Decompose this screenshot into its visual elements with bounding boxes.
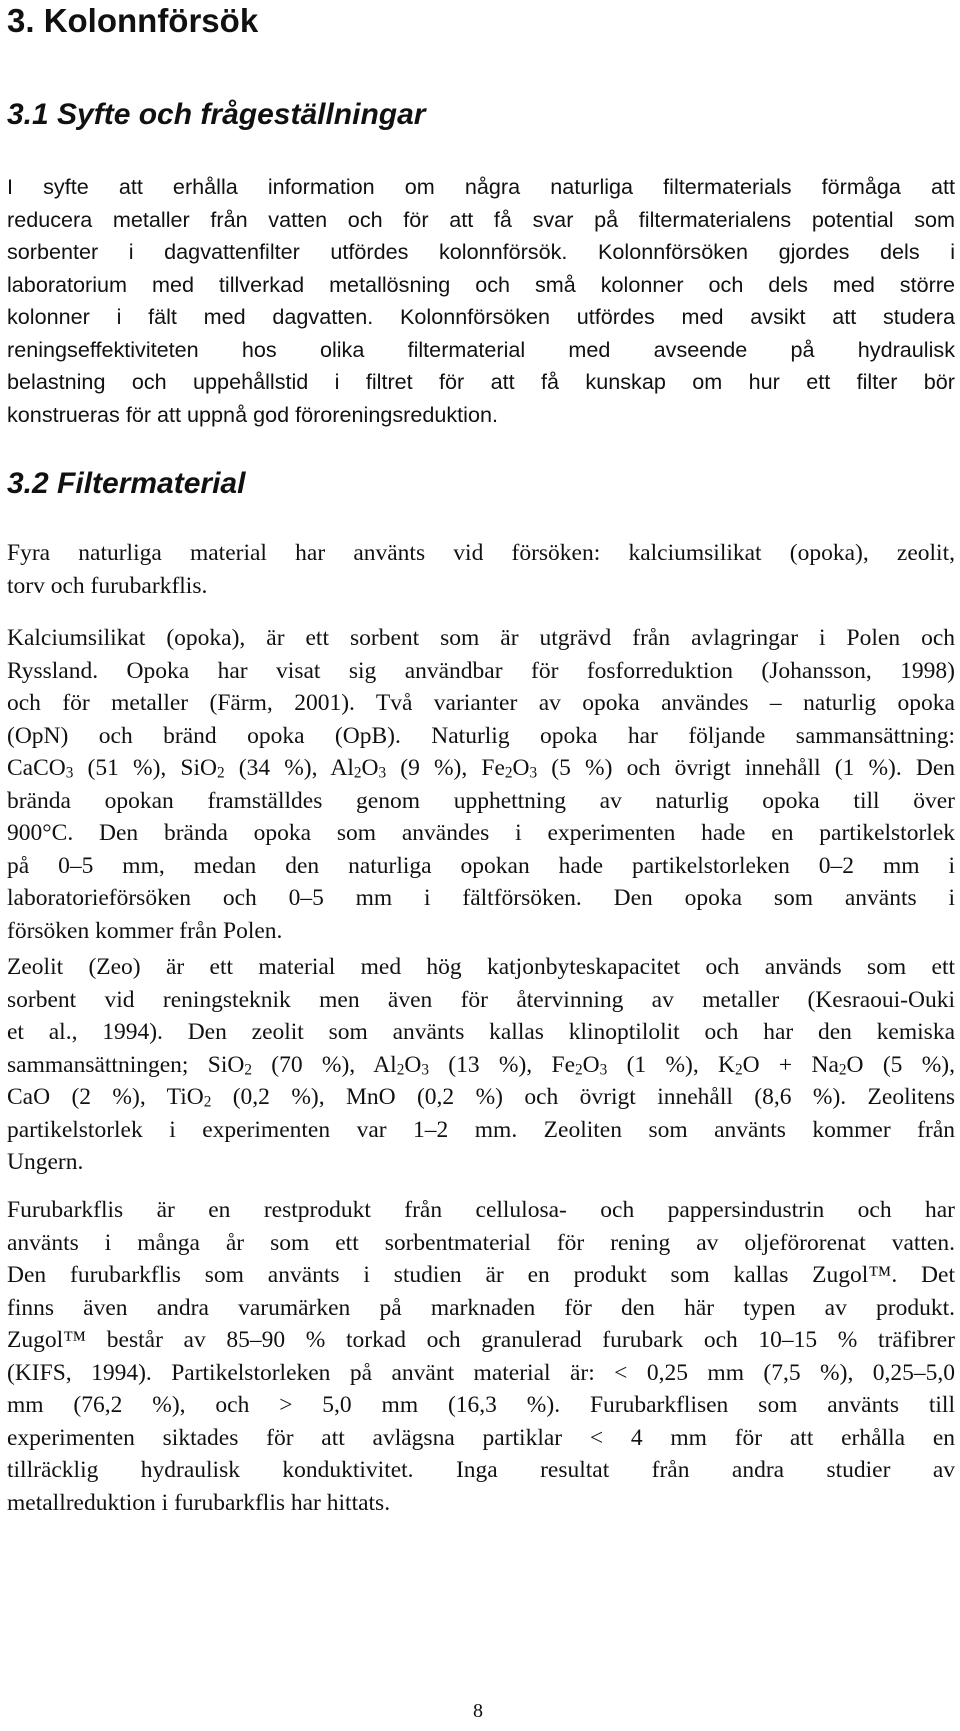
- text-line: belastning och uppehållstid i filtret för att få kunskap om hur ett filter bör: [7, 369, 955, 394]
- text-line: konstrueras för att uppnå god föroreningsreduktion.: [7, 401, 498, 427]
- text-line: och för metaller (Färm, 2001). Två varianter av opoka användes – naturlig opoka: [7, 690, 955, 716]
- text-line: laboratorium med tillverkad metallösning och små kolonner och dels med större: [7, 271, 955, 297]
- text-line: I syfte att erhålla information om några naturliga filtermaterials förmåga att: [7, 174, 955, 199]
- text-line: (OpN) och bränd opoka (OpB). Naturlig opoka har följande sammansättning:: [7, 722, 955, 749]
- text-line: Ryssland. Opoka har visat sig användbar för fosforreduktion (Johansson, 1998): [7, 657, 955, 684]
- paragraph-purpose: [7, 171, 955, 431]
- text-line: Zeolit (Zeo) är ett material med hög katjonbyteskapacitet och används som ett: [7, 954, 955, 980]
- page-number: 8: [473, 1700, 483, 1722]
- text-line: experimenten siktades för att avlägsna partiklar < 4 mm för att erhålla en: [7, 1424, 955, 1451]
- text-line: Zugol™ består av 85–90 % torkad och granulerad furubark och 10–15 % träfibrer: [7, 1327, 955, 1353]
- chapter-heading: 3. Kolonnförsök: [7, 2, 259, 39]
- text-line: partikelstorlek i experimenten var 1–2 mm. Zeoliten som använts kommer från: [7, 1116, 955, 1143]
- text-line: reducera metaller från vatten och för att få svar på filtermaterialens potential som: [7, 206, 955, 232]
- text-line: försöken kommer från Polen.: [7, 917, 283, 944]
- paragraph-opoka: [7, 622, 955, 947]
- text-line: mm (76,2 %), och > 5,0 mm (16,3 %). Furubarkflisen som använts till: [7, 1392, 955, 1418]
- text-line: sorbent vid reningsteknik men även för återvinning av metaller (Kesraoui-Ouki: [7, 986, 955, 1013]
- text-line: Den furubarkflis som använts i studien är en produkt som kallas Zugol™. Det: [7, 1262, 955, 1288]
- text-line: sorbenter i dagvattenfilter utfördes kolonnförsök. Kolonnförsöken gjordes dels i: [7, 239, 955, 264]
- text-line: finns även andra varumärken på marknaden för den här typen av produkt.: [7, 1294, 955, 1321]
- text-line: Fyra naturliga material har använts vid försöken: kalciumsilikat (opoka), zeolit,: [7, 540, 955, 566]
- section-heading-3-2: 3.2 Filtermaterial: [7, 467, 246, 500]
- text-line: brända opokan framställdes genom upphettning av naturlig opoka till över: [7, 787, 955, 814]
- text-line: kolonner i fält med dagvatten. Kolonnförsöken utfördes med avsikt att studera: [7, 304, 955, 329]
- text-line: på 0–5 mm, medan den naturliga opokan hade partikelstorleken 0–2 mm i: [7, 852, 955, 879]
- text-line: (KIFS, 1994). Partikelstorleken på använt material är: < 0,25 mm (7,5 %), 0,25–5,0: [7, 1359, 955, 1386]
- text-line: tillräcklig hydraulisk konduktivitet. Inga resultat från andra studier av: [7, 1457, 955, 1483]
- formula-line-zeolite-1: sammansättningen; SiO$_2$ (70 %), $Al_2O_3$ (13 %), $Fe_2O_3$ (1 %), $K_2O + Na_2O$ (5 %),: [7, 1051, 955, 1078]
- text-line: reningseffektiviteten hos olika filtermaterial med avseende på hydraulisk: [7, 336, 955, 362]
- section-heading-3-1: 3.1 Syfte och frågeställningar: [7, 98, 426, 131]
- text-line: 900°C. Den brända opoka som användes i experimenten hade en partikelstorlek: [7, 820, 955, 846]
- text-line: et al., 1994). Den zeolit som använts kallas klinoptilolit och har den kemiska: [7, 1019, 955, 1045]
- formula-line-opoka: CaCO$_3$ (51 %), SiO$_2$ (34 %), $Al_2O_3$ (9 %), $Fe_2O_3$ (5 %) och övrigt innehåll (1 %). Den: [7, 755, 956, 782]
- text-line: laboratorieförsöken och 0–5 mm i fältförsöken. Den opoka som använts i: [7, 885, 955, 911]
- text-line: Kalciumsilikat (opoka), är ett sorbent som är utgrävd från avlagringar i Polen och: [7, 625, 955, 651]
- text-line: torv och furubarkflis.: [7, 572, 208, 599]
- paragraph-materials-intro: [7, 537, 955, 602]
- paragraph-pine-bark: [7, 1194, 955, 1519]
- paragraph-zeolite: [7, 951, 955, 1179]
- formula-line-zeolite-2: CaO (2 %), TiO$_2$ (0,2 %), MnO (0,2 %) och övrigt innehåll (8,6 %). Zeolitens: [7, 1084, 955, 1111]
- text-line: Ungern.: [7, 1149, 84, 1175]
- text-line: använts i många år som ett sorbentmaterial för rening av oljeförorenat vatten.: [7, 1229, 955, 1256]
- text-line: metallreduktion i furubarkflis har hittats.: [7, 1489, 391, 1516]
- text-line: Furubarkflis är en restprodukt från cellulosa- och pappersindustrin och har: [7, 1197, 955, 1223]
